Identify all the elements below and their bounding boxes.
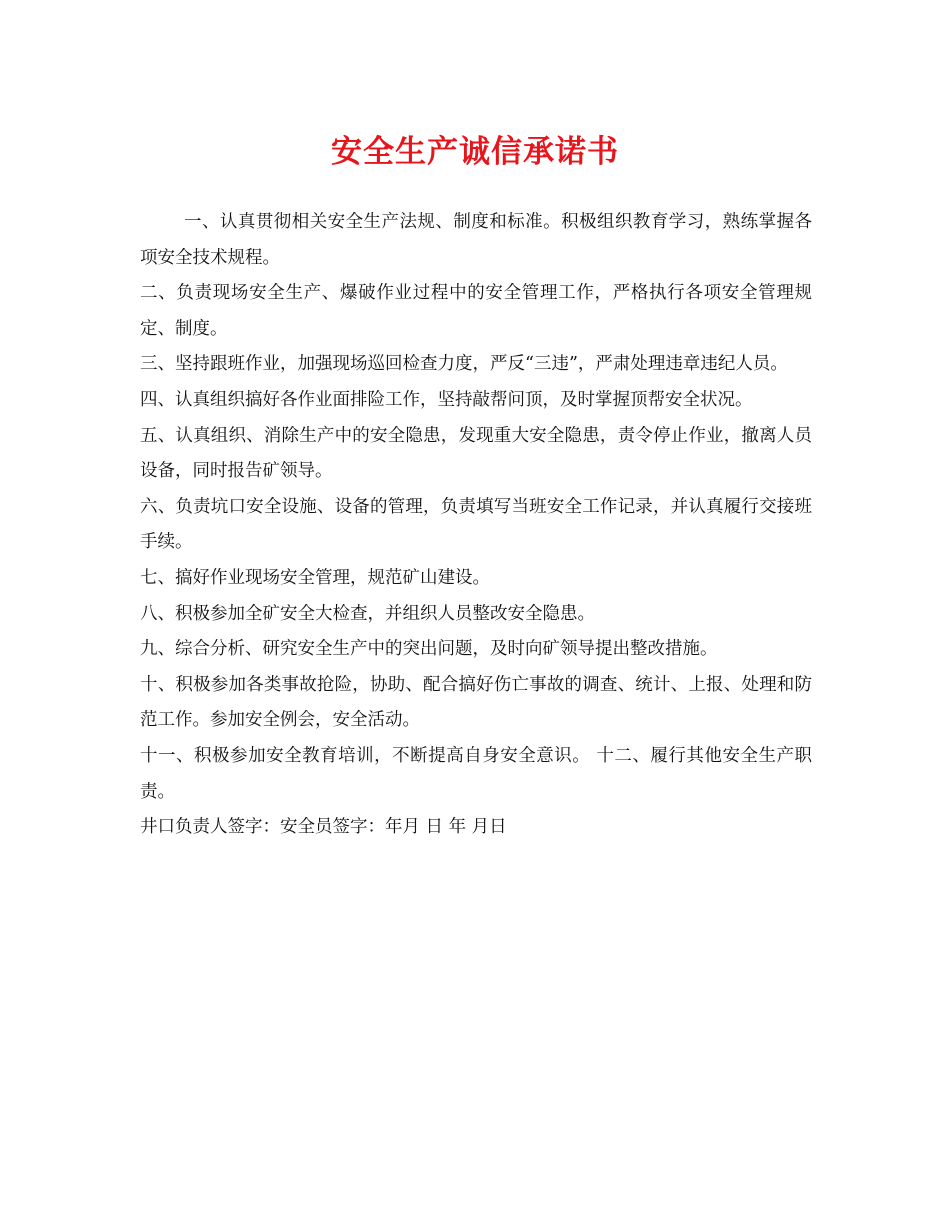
paragraph-8: 八、积极参加全矿安全大检查，并组织人员整改安全隐患。 [140, 603, 595, 624]
paragraph-11: 十一、积极参加安全教育培训，不断提高自身安全意识。 十二、履行其他安全生产职责。 [140, 745, 812, 802]
paragraph-10: 十、积极参加各类事故抢险，协助、配合搞好伤亡事故的调查、统计、上报、处理和防范工作。参加安全例会，安全活动。 [140, 674, 812, 731]
paragraph-4: 四、认真组织搞好各作业面排险工作，坚持敲帮问顶，及时掌握顶帮安全状况。 [140, 389, 753, 410]
paragraph-7: 七、搞好作业现场安全管理，规范矿山建设。 [140, 567, 490, 588]
document-title: 安全生产诚信承诺书 [331, 134, 619, 170]
paragraph-1: 一、认真贯彻相关安全生产法规、制度和标准。积极组织教育学习，熟练掌握各项安全技术规程。 [140, 212, 812, 268]
paragraph-2: 二、负责现场安全生产、爆破作业过程中的安全管理工作，严格执行各项安全管理规定、制度。 [140, 283, 812, 339]
document-body [140, 205, 812, 846]
paragraph-3: 三、坚持跟班作业，加强现场巡回检查力度，严反“三违”，严肃处理违章违纪人员。 [140, 354, 788, 375]
signature-line: 井口负责人签字：安全员签字：年月 日 年 月日 [140, 817, 507, 838]
paragraph-6: 六、负责坑口安全设施、设备的管理，负责填写当班安全工作记录，并认真履行交接班手续。 [140, 496, 812, 553]
paragraph-9: 九、综合分析、研究安全生产中的突出问题，及时向矿领导提出整改措施。 [140, 639, 718, 660]
paragraph-5: 五、认真组织、消除生产中的安全隐患，发现重大安全隐患，责令停止作业，撤离人员设备，同时报告矿领导。 [140, 425, 812, 482]
